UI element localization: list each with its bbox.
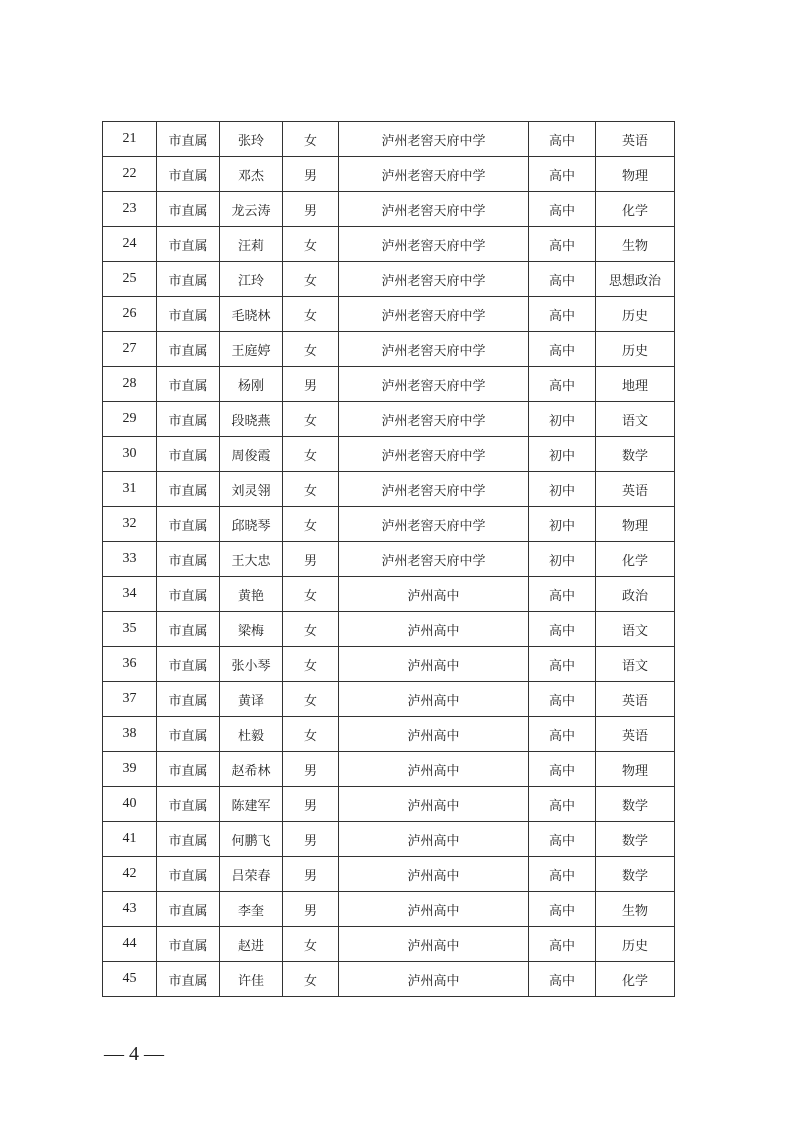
school-cell: 泸州老窖天府中学 xyxy=(339,437,529,472)
teacher-name-cell: 赵进 xyxy=(220,927,283,962)
table-row xyxy=(103,192,675,227)
table-row xyxy=(103,822,675,857)
row-number-cell: 33 xyxy=(103,542,157,577)
teacher-name-cell: 江玲 xyxy=(220,262,283,297)
row-number-cell: 32 xyxy=(103,507,157,542)
school-cell: 泸州老窖天府中学 xyxy=(339,122,529,157)
teacher-name-cell: 段晓燕 xyxy=(220,402,283,437)
gender-cell: 女 xyxy=(283,472,339,507)
teacher-name-cell: 张小琴 xyxy=(220,647,283,682)
school-level-cell: 高中 xyxy=(529,192,596,227)
gender-cell: 女 xyxy=(283,297,339,332)
row-number-cell: 36 xyxy=(103,647,157,682)
school-level-cell: 初中 xyxy=(529,507,596,542)
teacher-name-cell: 李奎 xyxy=(220,892,283,927)
teacher-name-cell: 黄译 xyxy=(220,682,283,717)
teacher-name-cell: 梁梅 xyxy=(220,612,283,647)
unit-cell: 市直属 xyxy=(157,542,220,577)
school-level-cell: 高中 xyxy=(529,752,596,787)
subject-cell: 生物 xyxy=(596,892,675,927)
table-row xyxy=(103,927,675,962)
unit-cell: 市直属 xyxy=(157,262,220,297)
school-level-cell: 高中 xyxy=(529,647,596,682)
subject-cell: 历史 xyxy=(596,332,675,367)
school-cell: 泸州老窖天府中学 xyxy=(339,367,529,402)
table-row xyxy=(103,717,675,752)
unit-cell: 市直属 xyxy=(157,787,220,822)
unit-cell: 市直属 xyxy=(157,367,220,402)
school-level-cell: 高中 xyxy=(529,332,596,367)
gender-cell: 男 xyxy=(283,542,339,577)
school-cell: 泸州高中 xyxy=(339,612,529,647)
school-cell: 泸州高中 xyxy=(339,752,529,787)
table-row xyxy=(103,262,675,297)
gender-cell: 男 xyxy=(283,822,339,857)
school-level-cell: 高中 xyxy=(529,682,596,717)
table-row xyxy=(103,787,675,822)
unit-cell: 市直属 xyxy=(157,752,220,787)
gender-cell: 女 xyxy=(283,402,339,437)
school-level-cell: 高中 xyxy=(529,297,596,332)
table-row xyxy=(103,577,675,612)
subject-cell: 数学 xyxy=(596,822,675,857)
table-row xyxy=(103,682,675,717)
teacher-name-cell: 周俊霞 xyxy=(220,437,283,472)
school-level-cell: 高中 xyxy=(529,157,596,192)
teacher-name-cell: 吕荣春 xyxy=(220,857,283,892)
subject-cell: 化学 xyxy=(596,962,675,997)
gender-cell: 男 xyxy=(283,892,339,927)
subject-cell: 物理 xyxy=(596,157,675,192)
school-cell: 泸州老窖天府中学 xyxy=(339,157,529,192)
row-number-cell: 43 xyxy=(103,892,157,927)
school-level-cell: 高中 xyxy=(529,577,596,612)
school-cell: 泸州高中 xyxy=(339,857,529,892)
teacher-name-cell: 陈建军 xyxy=(220,787,283,822)
teacher-name-cell: 汪莉 xyxy=(220,227,283,262)
row-number-cell: 22 xyxy=(103,157,157,192)
gender-cell: 女 xyxy=(283,332,339,367)
table-row xyxy=(103,542,675,577)
unit-cell: 市直属 xyxy=(157,927,220,962)
teacher-name-cell: 何鹏飞 xyxy=(220,822,283,857)
school-cell: 泸州高中 xyxy=(339,682,529,717)
table-row xyxy=(103,472,675,507)
school-level-cell: 高中 xyxy=(529,717,596,752)
school-level-cell: 初中 xyxy=(529,472,596,507)
school-level-cell: 初中 xyxy=(529,542,596,577)
unit-cell: 市直属 xyxy=(157,227,220,262)
gender-cell: 女 xyxy=(283,437,339,472)
unit-cell: 市直属 xyxy=(157,507,220,542)
row-number-cell: 31 xyxy=(103,472,157,507)
school-level-cell: 高中 xyxy=(529,927,596,962)
table-row xyxy=(103,647,675,682)
row-number-cell: 42 xyxy=(103,857,157,892)
subject-cell: 生物 xyxy=(596,227,675,262)
school-level-cell: 高中 xyxy=(529,787,596,822)
subject-cell: 英语 xyxy=(596,717,675,752)
subject-cell: 化学 xyxy=(596,542,675,577)
unit-cell: 市直属 xyxy=(157,647,220,682)
row-number-cell: 23 xyxy=(103,192,157,227)
row-number-cell: 29 xyxy=(103,402,157,437)
teacher-name-cell: 王大忠 xyxy=(220,542,283,577)
row-number-cell: 26 xyxy=(103,297,157,332)
unit-cell: 市直属 xyxy=(157,157,220,192)
school-cell: 泸州高中 xyxy=(339,647,529,682)
gender-cell: 女 xyxy=(283,682,339,717)
unit-cell: 市直属 xyxy=(157,822,220,857)
subject-cell: 物理 xyxy=(596,507,675,542)
unit-cell: 市直属 xyxy=(157,612,220,647)
teacher-name-cell: 杨刚 xyxy=(220,367,283,402)
table-row xyxy=(103,892,675,927)
unit-cell: 市直属 xyxy=(157,682,220,717)
school-level-cell: 高中 xyxy=(529,262,596,297)
school-cell: 泸州高中 xyxy=(339,717,529,752)
school-cell: 泸州高中 xyxy=(339,892,529,927)
teacher-name-cell: 邓杰 xyxy=(220,157,283,192)
subject-cell: 数学 xyxy=(596,787,675,822)
gender-cell: 女 xyxy=(283,962,339,997)
table-row xyxy=(103,857,675,892)
gender-cell: 男 xyxy=(283,157,339,192)
school-level-cell: 高中 xyxy=(529,122,596,157)
table-row xyxy=(103,437,675,472)
unit-cell: 市直属 xyxy=(157,472,220,507)
gender-cell: 男 xyxy=(283,192,339,227)
unit-cell: 市直属 xyxy=(157,122,220,157)
gender-cell: 女 xyxy=(283,262,339,297)
subject-cell: 语文 xyxy=(596,647,675,682)
school-level-cell: 高中 xyxy=(529,962,596,997)
subject-cell: 地理 xyxy=(596,367,675,402)
unit-cell: 市直属 xyxy=(157,402,220,437)
row-number-cell: 37 xyxy=(103,682,157,717)
teacher-name-cell: 黄艳 xyxy=(220,577,283,612)
school-cell: 泸州高中 xyxy=(339,962,529,997)
row-number-cell: 45 xyxy=(103,962,157,997)
school-level-cell: 高中 xyxy=(529,227,596,262)
teacher-name-cell: 龙云涛 xyxy=(220,192,283,227)
teacher-name-cell: 邱晓琴 xyxy=(220,507,283,542)
subject-cell: 数学 xyxy=(596,857,675,892)
school-cell: 泸州高中 xyxy=(339,577,529,612)
row-number-cell: 21 xyxy=(103,122,157,157)
subject-cell: 语文 xyxy=(596,612,675,647)
subject-cell: 化学 xyxy=(596,192,675,227)
subject-cell: 数学 xyxy=(596,437,675,472)
teacher-name-cell: 刘灵翎 xyxy=(220,472,283,507)
school-level-cell: 高中 xyxy=(529,857,596,892)
gender-cell: 男 xyxy=(283,857,339,892)
school-cell: 泸州老窖天府中学 xyxy=(339,192,529,227)
school-cell: 泸州老窖天府中学 xyxy=(339,262,529,297)
row-number-cell: 34 xyxy=(103,577,157,612)
row-number-cell: 24 xyxy=(103,227,157,262)
unit-cell: 市直属 xyxy=(157,577,220,612)
school-cell: 泸州老窖天府中学 xyxy=(339,542,529,577)
unit-cell: 市直属 xyxy=(157,962,220,997)
row-number-cell: 38 xyxy=(103,717,157,752)
table-body xyxy=(103,122,675,997)
row-number-cell: 28 xyxy=(103,367,157,402)
teacher-name-cell: 张玲 xyxy=(220,122,283,157)
table-row xyxy=(103,122,675,157)
unit-cell: 市直属 xyxy=(157,332,220,367)
teacher-name-cell: 杜毅 xyxy=(220,717,283,752)
subject-cell: 物理 xyxy=(596,752,675,787)
unit-cell: 市直属 xyxy=(157,892,220,927)
subject-cell: 英语 xyxy=(596,682,675,717)
subject-cell: 政治 xyxy=(596,577,675,612)
row-number-cell: 40 xyxy=(103,787,157,822)
table-row xyxy=(103,157,675,192)
school-level-cell: 高中 xyxy=(529,367,596,402)
subject-cell: 英语 xyxy=(596,122,675,157)
gender-cell: 男 xyxy=(283,787,339,822)
table-row xyxy=(103,332,675,367)
table-row xyxy=(103,962,675,997)
gender-cell: 女 xyxy=(283,122,339,157)
row-number-cell: 27 xyxy=(103,332,157,367)
school-level-cell: 高中 xyxy=(529,892,596,927)
school-cell: 泸州老窖天府中学 xyxy=(339,227,529,262)
teacher-list-table xyxy=(102,121,675,997)
gender-cell: 女 xyxy=(283,507,339,542)
row-number-cell: 44 xyxy=(103,927,157,962)
page-number: — 4 — xyxy=(104,1043,164,1065)
table-row xyxy=(103,402,675,437)
school-cell: 泸州高中 xyxy=(339,787,529,822)
subject-cell: 思想政治 xyxy=(596,262,675,297)
gender-cell: 女 xyxy=(283,227,339,262)
gender-cell: 女 xyxy=(283,647,339,682)
school-cell: 泸州高中 xyxy=(339,822,529,857)
gender-cell: 女 xyxy=(283,612,339,647)
school-level-cell: 高中 xyxy=(529,612,596,647)
row-number-cell: 41 xyxy=(103,822,157,857)
teacher-name-cell: 赵希林 xyxy=(220,752,283,787)
school-cell: 泸州老窖天府中学 xyxy=(339,472,529,507)
gender-cell: 男 xyxy=(283,752,339,787)
row-number-cell: 35 xyxy=(103,612,157,647)
subject-cell: 历史 xyxy=(596,927,675,962)
unit-cell: 市直属 xyxy=(157,717,220,752)
school-level-cell: 高中 xyxy=(529,822,596,857)
school-cell: 泸州老窖天府中学 xyxy=(339,332,529,367)
school-cell: 泸州老窖天府中学 xyxy=(339,507,529,542)
row-number-cell: 25 xyxy=(103,262,157,297)
unit-cell: 市直属 xyxy=(157,437,220,472)
school-cell: 泸州老窖天府中学 xyxy=(339,402,529,437)
table-row xyxy=(103,367,675,402)
table-row xyxy=(103,507,675,542)
gender-cell: 男 xyxy=(283,367,339,402)
teacher-name-cell: 王庭婷 xyxy=(220,332,283,367)
school-cell: 泸州老窖天府中学 xyxy=(339,297,529,332)
unit-cell: 市直属 xyxy=(157,297,220,332)
teacher-name-cell: 毛晓林 xyxy=(220,297,283,332)
school-cell: 泸州高中 xyxy=(339,927,529,962)
row-number-cell: 30 xyxy=(103,437,157,472)
gender-cell: 女 xyxy=(283,577,339,612)
unit-cell: 市直属 xyxy=(157,857,220,892)
subject-cell: 历史 xyxy=(596,297,675,332)
unit-cell: 市直属 xyxy=(157,192,220,227)
table-row xyxy=(103,227,675,262)
subject-cell: 语文 xyxy=(596,402,675,437)
gender-cell: 女 xyxy=(283,717,339,752)
row-number-cell: 39 xyxy=(103,752,157,787)
gender-cell: 女 xyxy=(283,927,339,962)
table-row xyxy=(103,612,675,647)
table-row xyxy=(103,297,675,332)
school-level-cell: 初中 xyxy=(529,437,596,472)
subject-cell: 英语 xyxy=(596,472,675,507)
teacher-name-cell: 许佳 xyxy=(220,962,283,997)
school-level-cell: 初中 xyxy=(529,402,596,437)
table-row xyxy=(103,752,675,787)
